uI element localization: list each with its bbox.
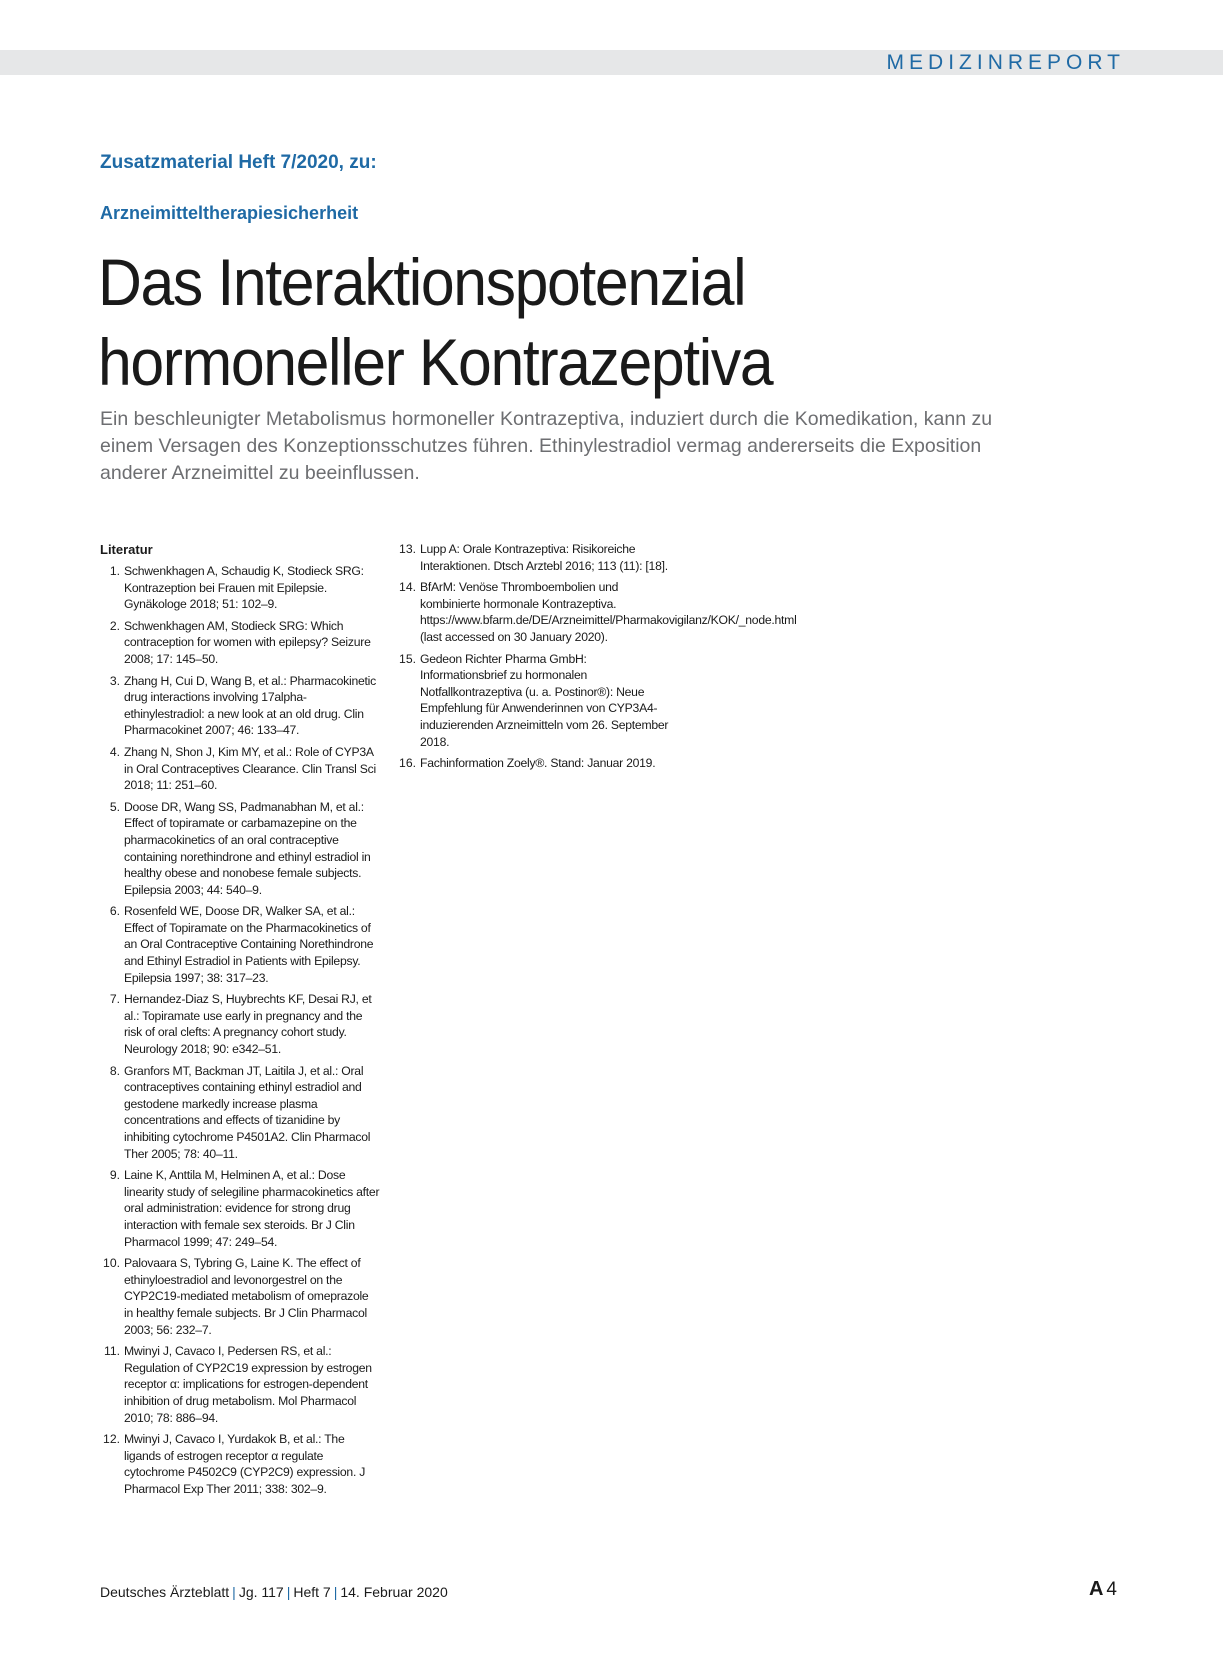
reference-number: 16. xyxy=(399,756,416,771)
reference-text: Mwinyi J, Cavaco I, Pedersen RS, et al.: Regulation of CYP2C19 expression by estrogen receptor α: implications for estrogen-dependent inhibition of drug metabolism. Mol Pharmacol 2010; 78: 886–94. xyxy=(124,1344,372,1425)
reference-number: 9. xyxy=(109,1168,120,1183)
reference-text: Zhang H, Cui D, Wang B, et al.: Pharmacokinetic drug interactions involving 17alpha-ethinylestradiol: a new look at an old drug. Clin Pharmacokinet 2007; 46: 133–47. xyxy=(124,673,376,738)
reference-item xyxy=(100,673,380,739)
reference-text: Zhang N, Shon J, Kim MY, et al.: Role of CYP3A in Oral Contraceptives Clearance. Clin Transl Sci 2018; 11: 251–60. xyxy=(124,744,376,793)
reference-number: 1. xyxy=(109,564,120,578)
reference-text: Schwenkhagen A, Schaudig K, Stodieck SRG: Kontrazeption bei Frauen mit Epilepsie. Gynäkologe 2018; 51: 102–9. xyxy=(124,564,364,612)
article-title xyxy=(98,242,1018,402)
reference-item xyxy=(100,991,380,1057)
footer-citation xyxy=(100,1584,448,1600)
reference-number: 10. xyxy=(103,1256,120,1271)
reference-item xyxy=(100,1063,380,1163)
reference-number: 13. xyxy=(399,542,416,556)
reference-number: 14. xyxy=(399,580,416,595)
reference-item xyxy=(100,1167,380,1250)
footer-date: 14. Februar 2020 xyxy=(340,1584,448,1600)
reference-item xyxy=(396,579,797,645)
reference-item xyxy=(100,1343,380,1426)
reference-text: Lupp A: Orale Kontrazeptiva: Risikoreiche Interaktionen. Dtsch Arztebl 2016; 113 (11): [18]. xyxy=(420,542,668,573)
reference-number: 11. xyxy=(103,1344,120,1359)
reference-item xyxy=(100,744,380,794)
reference-item xyxy=(100,903,380,986)
reference-item xyxy=(396,541,676,574)
page-prefix: A xyxy=(1088,1578,1104,1600)
reference-text: Schwenkhagen AM, Stodieck SRG: Which contraception for women with epilepsy? Seizure 2008; 17: 145–50. xyxy=(124,618,371,666)
page-number xyxy=(1089,1578,1117,1601)
reference-item xyxy=(100,618,380,668)
footer-separator: | xyxy=(333,1584,338,1600)
footer-journal: Deutsches Ärzteblatt xyxy=(100,1584,230,1600)
supplement-kicker: Zusatzmaterial Heft 7/2020, zu: xyxy=(100,152,377,173)
page-number-value: 4 xyxy=(1106,1579,1117,1600)
reference-item xyxy=(100,1431,380,1497)
reference-text: Granfors MT, Backman JT, Laitila J, et al.: Oral contraceptives containing ethinyl estradiol and gestodene markedly increase plasma concentrations and effects of tizanidine by inhibiting cytochrome P4501A2. Clin Pharmacol Ther 2005; 78: 40–11. xyxy=(124,1063,371,1161)
footer-separator: | xyxy=(286,1584,291,1600)
footer-issue: Heft 7 xyxy=(293,1584,331,1600)
topic-kicker: Arzneimitteltherapiesicherheit xyxy=(100,203,359,223)
title-line-2: hormoneller Kontrazeptiva xyxy=(98,325,773,399)
title-line-1: Das Interaktionspotenzial xyxy=(98,245,746,319)
reference-number: 15. xyxy=(399,651,416,666)
reference-list-column-2 xyxy=(396,541,797,777)
reference-item xyxy=(396,755,676,772)
reference-text: Doose DR, Wang SS, Padmanabhan M, et al.: Effect of topiramate or carbamazepine on the pharmacokinetics of an oral contraceptive containing norethindrone and ethinyl estradiol in healthy obese and nonobese female subjects. Epilepsia 2003; 44: 540–9. xyxy=(124,799,371,897)
reference-text: Laine K, Anttila M, Helminen A, et al.: Dose linearity study of selegiline pharmacokinetics after oral administration: evidence for strong drug interaction with female sex steroids. Br J Clin Pharmacol 1999; 47: 249–54. xyxy=(124,1168,380,1249)
reference-item xyxy=(396,651,676,751)
reference-text: Palovaara S, Tybring G, Laine K. The effect of ethinyloestradiol and levonorgestrel on the CYP2C19-mediated metabolism of omeprazole in healthy female subjects. Br J Clin Pharmacol 2003; 56: 232–7. xyxy=(124,1256,369,1337)
reference-number: 7. xyxy=(109,992,120,1007)
reference-item xyxy=(100,1255,380,1338)
reference-item xyxy=(100,563,380,613)
section-label: MEDIZINREPORT xyxy=(886,51,1125,74)
footer-separator: | xyxy=(232,1584,236,1600)
reference-number: 4. xyxy=(109,744,120,759)
reference-number: 3. xyxy=(109,673,120,688)
reference-number: 2. xyxy=(109,618,120,633)
reference-number: 12. xyxy=(103,1432,120,1447)
reference-item xyxy=(100,799,380,899)
footer-volume: Jg. 117 xyxy=(238,1584,284,1600)
article-lead: Ein beschleunigter Metabolismus hormoneller Kontrazeptiva, induziert durch die Komedikation, kann zu einem Versagen des Konzeptionsschutzes führen. Ethinylestradiol vermag andererseits die Exposition anderer Arzneimittel zu beeinflussen. xyxy=(100,408,993,484)
literature-heading: Literatur xyxy=(100,542,153,557)
reference-text: Fachinformation Zoely®. Stand: Januar 2019. xyxy=(420,756,656,771)
reference-number: 5. xyxy=(109,799,120,814)
reference-text: Mwinyi J, Cavaco I, Yurdakok B, et al.: The ligands of estrogen receptor α regulate cytochrome P4502C9 (CYP2C9) expression. J Pharmacol Exp Ther 2011; 338: 302–9. xyxy=(124,1432,366,1496)
reference-number: 6. xyxy=(109,904,120,919)
reference-text: Rosenfeld WE, Doose DR, Walker SA, et al.: Effect of Topiramate on the Pharmacokinetics of an Oral Contraceptive Containing Norethindrone and Ethinyl Estradiol in Patients with Epilepsy. Epilepsia 1997; 38: 317–23. xyxy=(124,904,374,985)
reference-text: BfArM: Venöse Thromboembolien und kombinierte hormonale Kontrazeptiva. https://www.bfarm.de/DE/Arzneimittel/Pharmakovigilanz/KOK/_node.html (last accessed on 30 January 2020). xyxy=(420,580,797,644)
reference-number: 8. xyxy=(109,1063,120,1078)
reference-list-column-1 xyxy=(100,563,380,1502)
reference-text: Hernandez-Diaz S, Huybrechts KF, Desai RJ, et al.: Topiramate use early in pregnancy and the risk of oral clefts: A pregnancy cohort study. Neurology 2018; 90: e342–51. xyxy=(124,992,372,1057)
reference-text: Gedeon Richter Pharma GmbH: Informationsbrief zu hormonalen Notfallkontrazeptiva (u. a. Postinor®): Neue Empfehlung für Anwenderinnen von CYP3A4-induzierenden Arzneimitteln vom 26. September 2018. xyxy=(420,651,669,749)
